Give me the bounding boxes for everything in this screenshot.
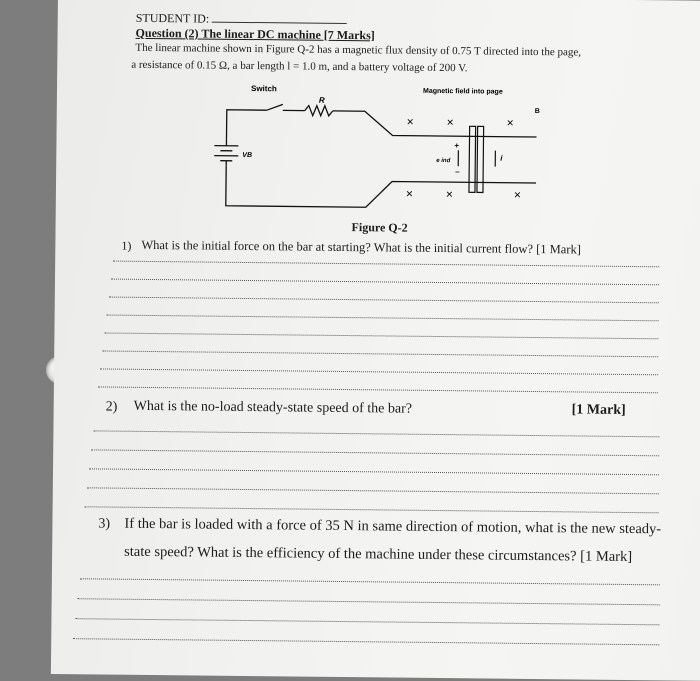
answer-line — [100, 368, 658, 375]
e-ind-label: e ind — [436, 158, 450, 164]
field-cross: × — [446, 187, 453, 201]
field-cross: × — [406, 187, 413, 201]
i-label: i — [500, 154, 503, 163]
circuit-figure — [196, 77, 557, 221]
answer-line — [107, 315, 659, 322]
item2-number: 2) — [106, 400, 118, 416]
answer-line — [111, 279, 659, 286]
answer-line — [89, 468, 659, 475]
circuit-wires — [226, 104, 537, 209]
item3-text-line1: If the bar is loaded with a force of 35 N in same direction of motion, what is the new steady- — [124, 516, 661, 539]
answer-line — [93, 430, 659, 437]
item1-text: What is the initial force on the bar at starting? What is the initial current flow? [1 Mark] — [141, 238, 581, 258]
answer-line — [75, 618, 659, 625]
student-id-blank — [212, 10, 347, 24]
field-label: Magnetic field into page — [423, 88, 503, 96]
field-cross: × — [507, 116, 514, 130]
switch-label: Switch — [251, 84, 277, 93]
student-id-label: STUDENT ID: — [136, 11, 210, 26]
answer-line — [87, 487, 659, 494]
battery-label: VB — [242, 152, 252, 159]
item3-number: 3) — [98, 516, 110, 532]
answer-line — [102, 350, 658, 357]
item1-number: 1) — [121, 239, 131, 254]
answer-line — [113, 261, 659, 268]
b-label: B — [535, 108, 540, 115]
answer-line — [85, 506, 659, 513]
battery-symbol — [214, 140, 238, 166]
field-cross: × — [447, 115, 454, 129]
answer-line — [91, 449, 659, 456]
answer-line — [104, 333, 658, 340]
question-intro-line1: The linear machine shown in Figure Q-2 has a magnetic flux density of 0.75 T directed into the page, — [135, 42, 581, 59]
student-id-field — [136, 9, 348, 28]
answer-line — [109, 297, 659, 304]
question-title: Question (2) The linear DC machine [7 Marks] — [136, 26, 375, 44]
plus-sign: + — [454, 141, 459, 150]
resistor-label: R — [319, 96, 325, 105]
minus-sign: – — [455, 167, 460, 176]
question-intro-line2: a resistance of 0.15 Ω, a bar length l = 1.0 m, and a battery voltage of 200 V. — [131, 59, 467, 75]
figure-caption: Figure Q-2 — [351, 220, 407, 236]
answer-line — [80, 578, 660, 585]
answer-line — [73, 638, 659, 645]
field-cross: × — [514, 188, 521, 202]
item2-text: What is the no-load steady-state speed of the bar? — [134, 399, 412, 418]
worksheet-page — [51, 0, 700, 681]
item2-marks: [1 Mark] — [572, 402, 626, 419]
item3-text-line2: state speed? What is the efficiency of the machine under these circumstances? [1 Mark] — [124, 544, 632, 566]
answer-line — [98, 386, 658, 393]
answer-line — [78, 598, 660, 605]
field-cross: × — [407, 115, 414, 129]
